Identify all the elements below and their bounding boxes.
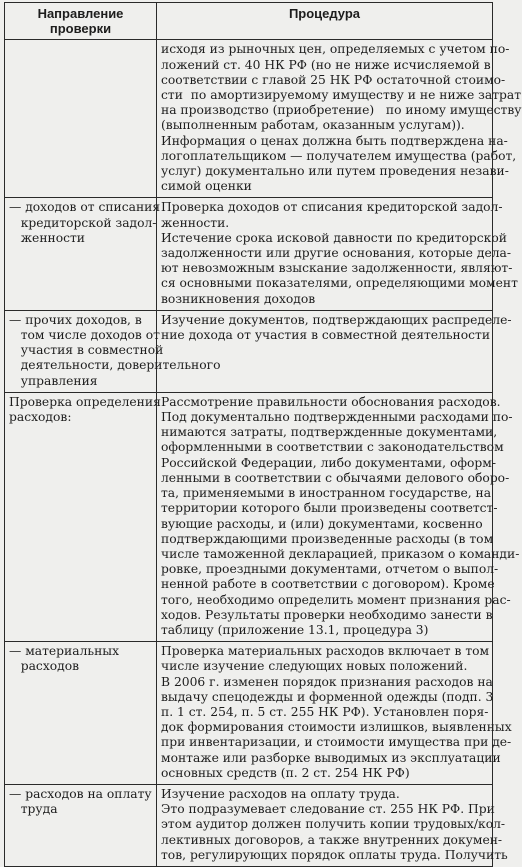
procedure-line: услуг) документально или путем проведения незави- xyxy=(161,164,509,179)
direction-line: расходов xyxy=(9,659,80,674)
procedure-line: Проверка материальных расходов включает в том xyxy=(161,644,490,659)
procedure-line: Под документально подтвержденными расходами по- xyxy=(161,410,513,425)
procedure-line: возникновения доходов xyxy=(161,291,316,306)
direction-cell xyxy=(5,392,161,641)
procedure-line: ют невозможным взыскание задолженности, являют- xyxy=(161,261,513,276)
table-row xyxy=(5,40,493,198)
procedure-cell xyxy=(157,40,522,198)
procedure-line: женности. xyxy=(161,215,230,230)
table-header-row xyxy=(5,3,493,40)
procedure-line: оформленными в соответствии с законодательством xyxy=(161,440,504,455)
procedure-line: таблицу (приложение 13.1, процедура 3) xyxy=(161,622,429,637)
direction-cell xyxy=(5,784,157,866)
direction-line: расходов: xyxy=(9,410,72,425)
direction-line: женности xyxy=(9,230,85,245)
procedure-line: В 2006 г. изменен порядок признания расходов на xyxy=(161,674,493,689)
procedure-line: соответствии с главой 25 НК РФ остаточной стоимо- xyxy=(161,72,506,87)
procedure-cell xyxy=(157,198,518,310)
procedure-line: на производство (приобретение) по иному имуществу xyxy=(161,103,522,118)
direction-line: Проверка определения xyxy=(9,394,161,409)
procedure-line: этом аудитор должен получить копии трудовых/кол- xyxy=(161,817,506,832)
audit-procedure-table xyxy=(4,2,522,867)
procedure-line: Проверка доходов от списания кредиторской задол- xyxy=(161,200,503,215)
direction-line: участия в совместной xyxy=(9,343,164,358)
procedure-line: сти по амортизируемому имуществу и не ниже затрат xyxy=(161,88,522,103)
direction-line: кредиторской задол- xyxy=(9,215,157,230)
procedure-line: Это подразумевает следование ст. 255 НК РФ. При xyxy=(161,802,495,817)
procedure-line: симой оценки xyxy=(161,179,252,194)
procedure-line: того, необходимо определить момент признания рас- xyxy=(161,592,511,607)
direction-cell xyxy=(5,310,221,392)
direction-line: — доходов от списания xyxy=(9,200,161,215)
procedure-line: Истечение срока исковой давности по кредиторской xyxy=(161,230,507,245)
procedure-line: лективных договоров, а также внутренних докумен- xyxy=(161,832,503,847)
table-row xyxy=(5,198,493,310)
procedure-cell xyxy=(157,784,508,866)
table-body xyxy=(5,40,522,867)
direction-line: — материальных xyxy=(9,644,120,659)
direction-line: деятельности, доверительного xyxy=(9,358,221,373)
procedure-cell xyxy=(157,392,520,641)
direction-cell xyxy=(5,642,157,785)
procedure-line: нимаются затраты, подтвержденные документами, xyxy=(161,425,498,440)
procedure-line: Изучение документов, подтверждающих распределе- xyxy=(161,312,512,327)
procedure-line: п. 1 ст. 254, п. 5 ст. 255 НК РФ). Установлен поря- xyxy=(161,704,489,719)
direction-line: — расходов на оплату xyxy=(9,786,152,801)
procedure-line: ние дохода от участия в совместной деятельности xyxy=(161,328,491,343)
direction-line: управления xyxy=(9,373,98,388)
procedure-cell xyxy=(157,642,512,785)
table-row xyxy=(5,310,493,392)
procedure-line: ненной работе в соответствии с договором). Кроме xyxy=(161,577,495,592)
direction-line: том числе доходов от xyxy=(9,328,160,343)
procedure-line: (выполненным работам, оказанным услугам)). xyxy=(161,118,465,133)
procedure-line: ложений ст. 40 НК РФ (но не ниже исчисляемой в xyxy=(161,57,491,72)
procedure-line: ленными в соответствии с обычаями делового оборо- xyxy=(161,470,510,485)
direction-line: — прочих доходов, в xyxy=(9,312,142,327)
procedure-line: числе изучение следующих новых положений. xyxy=(161,659,468,674)
procedure-line: подтверждающими произведенные расходы (в том xyxy=(161,531,494,546)
procedure-line: задолженности или другие основания, которые дела- xyxy=(161,246,512,261)
table-row xyxy=(5,392,493,641)
procedure-line: территории которого были произведены соответст- xyxy=(161,501,498,516)
procedure-line: Информация о ценах должна быть подтверждена на- xyxy=(161,133,508,148)
procedure-line: Российской Федерации, либо документами, оформ- xyxy=(161,455,496,470)
procedure-line: вующие расходы, и (или) документами, косвенно xyxy=(161,516,483,531)
procedure-line: Рассмотрение правильности обоснования расходов. xyxy=(161,394,501,409)
procedure-line: Изучение расходов на оплату труда. xyxy=(161,786,400,801)
procedure-line: ходов. Результаты проверки необходимо занести в xyxy=(161,607,493,622)
procedure-line: монтаже или разборке выводимых из эксплуатации xyxy=(161,750,501,765)
procedure-line: выдачу спецодежды и форменной одежды (подп. 3 xyxy=(161,689,494,704)
direction-cell xyxy=(5,40,157,198)
header-direction: Направление проверки xyxy=(5,3,157,40)
procedure-cell xyxy=(157,310,512,392)
procedure-line: ся основными показателями, определяющими момент xyxy=(161,276,518,291)
direction-cell xyxy=(5,198,161,310)
table-row xyxy=(5,784,493,866)
procedure-line: док формирования стоимости излишков, выявленных xyxy=(161,720,512,735)
procedure-line: основных средств (п. 2 ст. 254 НК РФ) xyxy=(161,765,410,780)
header-procedure: Процедура xyxy=(157,3,493,40)
procedure-line: исходя из рыночных цен, определяемых с учетом по- xyxy=(161,42,510,57)
procedure-line: тов, регулирующих порядок оплаты труда. Получить xyxy=(161,847,508,862)
procedure-line: ровке, проездными документами, отчетом о выпол- xyxy=(161,562,499,577)
procedure-line: та, применяемыми в иностранном государстве, на xyxy=(161,486,492,501)
procedure-line: числе таможенной декларацией, приказом о команди- xyxy=(161,546,520,561)
table-row xyxy=(5,642,493,785)
direction-line: труда xyxy=(9,802,58,817)
procedure-line: логоплательщиком — получателем имущества (работ, xyxy=(161,148,517,163)
procedure-line: при инвентаризации, и стоимости имущества при де- xyxy=(161,735,512,750)
